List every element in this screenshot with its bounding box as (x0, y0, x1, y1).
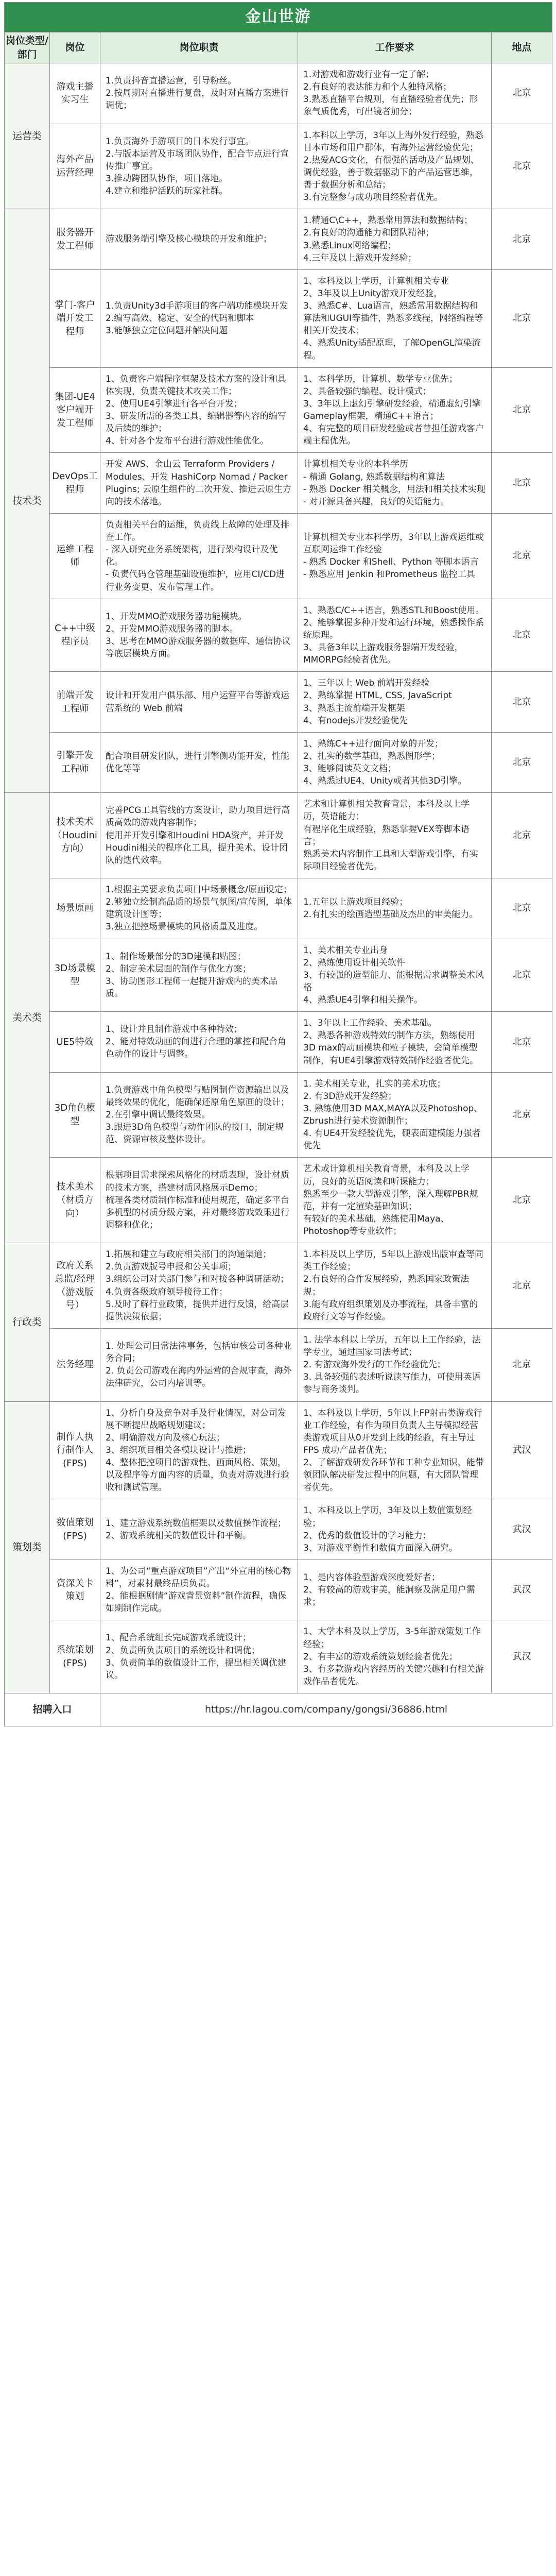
duty-line: 3、研发所需的各类工具，编辑器等内容的编写及后续的维护； (106, 411, 286, 434)
requirement-line: 熟悉至少一款大型游戏引擎，深入理解PBR规范，并有一定渲染基础知识； (303, 1189, 478, 1212)
duty-line: 2、制定美术层面的制作与优化方案； (106, 963, 251, 974)
duty-line: 4.建立和维护活跃的玩家社群。 (106, 186, 228, 197)
duty-line: 根据项目需求探索风格化的材质表现，设计材质的技术方案，搭建材质风格展示Demo； (106, 1170, 289, 1193)
requirements-cell (298, 124, 492, 209)
requirement-line: 2、了解游戏研发各环节和工种专业知识，能带领团队解决研发过程中的问题，有大团队管理者优先。 (303, 1458, 484, 1493)
requirement-line: 1、是内容体验型游戏深度爱好者； (303, 1572, 440, 1583)
requirement-line: 2、扎实的数学基础，熟悉图形学； (303, 751, 440, 761)
duty-line: 2. 负责公司游戏在海内外运营的合规审查，海外法律研究，公司内培训等。 (106, 1366, 292, 1389)
requirement-line: 4、熟悉过UE4、Unity或者其他3D引擎。 (303, 776, 467, 787)
duty-line: 3.推动跨团队协作，项目落地。 (106, 173, 228, 184)
requirement-line: 熟悉美术内容制作工具和大型游戏引擎，有实际项目经验者优先。 (303, 849, 478, 872)
location-cell: 北京 (492, 672, 552, 733)
requirements-cell (298, 1243, 492, 1329)
position-cell: 系统策划(FPS) (50, 1620, 100, 1693)
location-cell: 北京 (492, 1158, 552, 1243)
requirement-line: 2、有较高的游戏审美，能洞察及满足用户需求； (303, 1585, 475, 1608)
requirement-line: 有较好的美术基础，熟练使用Maya、Photoshop等专业软件； (303, 1213, 449, 1236)
duties-cell (100, 878, 298, 939)
duty-line: 2.在引擎中调试最终效果。 (106, 1109, 211, 1120)
requirement-line: 3、能够阅读英文文档； (303, 764, 396, 774)
location-cell: 武汉 (492, 1560, 552, 1620)
requirement-line: 3、熟悉主流前端开发框架 (303, 703, 405, 714)
duties-cell (100, 732, 298, 793)
duty-line: 1、配合系统组长完成游戏系统设计； (106, 1633, 251, 1643)
requirement-line: 2. 有3D游戏开发经验； (303, 1091, 397, 1101)
job-row (5, 1328, 552, 1401)
requirement-line: 1、本科及以上学历，计算机相关专业 (303, 276, 449, 286)
duties-cell (100, 269, 298, 367)
duty-line: 1.负责海外手游项目的日本发行事宜。 (106, 136, 254, 147)
job-row (5, 672, 552, 733)
location-cell: 北京 (492, 124, 552, 209)
duty-line: 1.根据主美要求负责项目中场景概念/原画设定； (106, 885, 292, 895)
category-cell: 技术类 (5, 209, 50, 793)
position-cell: DevOps工程师 (50, 453, 100, 514)
duties-cell (100, 63, 298, 124)
duties-cell (100, 367, 298, 453)
duty-line: 3.独立把控场景模块的风格质量及进度。 (106, 922, 263, 933)
position-cell: UE5特效 (50, 1012, 100, 1073)
duty-line: 2、负责所负责项目的系统设计和调优； (106, 1645, 260, 1656)
requirements-cell (298, 367, 492, 453)
requirements-cell (298, 1560, 492, 1620)
requirement-line: 2、3年及以上Unity游戏开发经验， (303, 288, 443, 299)
requirements-cell (298, 1620, 492, 1693)
requirements-cell (298, 1499, 492, 1560)
job-row (5, 209, 552, 270)
location-cell: 北京 (492, 1012, 552, 1073)
duty-line: 1、开发MMO游戏服务器功能模块。 (106, 611, 247, 622)
duty-line: 3、组织项目相关各模块设计与推进； (106, 1445, 251, 1455)
requirement-line: 1、本科及以上学历，3年及以上数值策划经验； (303, 1505, 472, 1529)
header-location: 地点 (492, 32, 552, 63)
position-cell: 掌门-客户端开发工程师 (50, 269, 100, 367)
job-row (5, 124, 552, 209)
duty-line: 梳理各类材质制作标准和使用规范，确定多平台多机型的材质分级方案，并对最终游戏效果进行调整和优化； (106, 1195, 289, 1230)
duty-line: - 负责代码仓管理基础设施维护，应用CI/CD进行业务变更、发布管理工作。 (106, 569, 285, 592)
requirements-cell (298, 453, 492, 514)
duty-line: 1.负责抖音直播运营，引导粉丝。 (106, 76, 237, 87)
duty-line: 2、开发MMO游戏服务器的脚本。 (106, 623, 238, 634)
requirements-cell (298, 63, 492, 124)
duties-cell (100, 1401, 298, 1499)
duty-line: 2.按周期对直播进行复盘，及时对直播方案进行调优； (106, 88, 289, 111)
duty-line: 2、使用UE4引擎进行各平台开发； (106, 398, 242, 409)
requirement-line: 2、具备较强的编程、设计模式； (303, 386, 431, 397)
header-category: 岗位类型/部门 (5, 32, 50, 63)
page-title: 金山世游 (5, 3, 552, 32)
requirement-line: 1.五年以上游戏项目经验； (303, 897, 408, 908)
category-cell: 策划类 (5, 1401, 50, 1693)
duty-line: 4.负责各级政府领导接待工作； (106, 1286, 228, 1297)
requirements-cell (298, 939, 492, 1012)
requirement-line: 1.本科以上学历，3年以上海外发行经验，熟悉日本市场和用户群体，有海外运营经验优先； (303, 130, 484, 153)
position-cell: 服务器开发工程师 (50, 209, 100, 270)
job-row (5, 1012, 552, 1073)
requirement-line: - 熟悉 Docker 和Shell、Python 等脚本语言 (303, 557, 479, 568)
requirements-cell (298, 1012, 492, 1073)
requirement-line: 2. 有游戏海外发行的工作经验优先； (303, 1360, 446, 1370)
location-cell: 北京 (492, 1243, 552, 1329)
duties-cell (100, 124, 298, 209)
position-cell: 政府关系总监/经理（游戏版号） (50, 1243, 100, 1329)
requirement-line: 3、3年以上虚幻引擎研发经验，精通虚幻引擎Gameplay框架，精通C++语言； (303, 398, 481, 421)
requirement-line: 1.对游戏和游戏行业有一定了解； (303, 70, 435, 80)
duties-cell (100, 1328, 298, 1401)
requirement-line: 计算机相关专业本科学历，3年以上游戏运维或互联网运维工作经验 (303, 532, 484, 555)
job-row (5, 1499, 552, 1560)
requirement-line: 2、能够掌握多种开发和运行环境，熟悉操作系统原理。 (303, 617, 484, 640)
location-cell: 北京 (492, 878, 552, 939)
requirement-line: 2.有良好的沟通能力和团队精神； (303, 228, 435, 239)
requirement-line: 1、本科学历，计算机、数学专业优先； (303, 374, 458, 384)
duty-line: 1、为公司“重点游戏项目”产出“外宣用的核心物料”，对素材最终品质负责。 (106, 1566, 291, 1589)
requirement-line: 3. 熟练使用3D MAX,MAYA以及Photoshop、Zbrush进行美术资源制作； (303, 1103, 483, 1126)
position-cell: 引擎开发工程师 (50, 732, 100, 793)
duties-cell (100, 939, 298, 1012)
duty-line: 2、能根据剧情“游戏背景资料”制作流程，确保如期制作完成。 (106, 1591, 287, 1614)
duty-line: 4、针对各个发布平台进行游戏性能优化。 (106, 436, 269, 447)
duty-line: 1.拓展和建立与政府相关部门的沟通渠道； (106, 1249, 272, 1260)
duty-line: 3、协助图形工程师一起提升游戏内的美术品质。 (106, 976, 277, 999)
duties-cell (100, 1158, 298, 1243)
job-row (5, 1401, 552, 1499)
location-cell: 北京 (492, 599, 552, 672)
requirement-line: 1.本科及以上学历，5年以上游戏出版审查等同类工作经验； (303, 1249, 484, 1273)
position-cell: 技术美术（Houdini方向） (50, 793, 100, 878)
requirements-cell (298, 793, 492, 878)
duty-line: 2、能对特效动画的间进行合理的掌控和配合角色动作的设计与调整。 (106, 1037, 286, 1060)
duties-cell (100, 453, 298, 514)
job-row (5, 793, 552, 878)
job-row (5, 1620, 552, 1693)
category-cell: 行政类 (5, 1243, 50, 1401)
duties-cell (100, 1620, 298, 1693)
duties-cell (100, 1560, 298, 1620)
position-cell: 游戏主播实习生 (50, 63, 100, 124)
duties-cell (100, 793, 298, 878)
job-row (5, 599, 552, 672)
requirement-line: 1.精通C\C++，熟悉常用算法和数据结构； (303, 215, 473, 226)
duty-line: 配合项目研发团队，进行引擎侧功能开发，性能优化等等 (106, 751, 289, 774)
requirement-line: - 对开源具备兴趣，良好的英语能力。 (303, 496, 449, 507)
requirement-line: - 精通 Golang, 熟悉数据结构和算法 (303, 471, 445, 482)
header-requirements: 工作要求 (298, 32, 492, 63)
duty-line: 1、设计并且制作游戏中各种特效； (106, 1024, 242, 1035)
requirement-line: 1、美术相关专业出身 (303, 945, 388, 956)
duty-line: 游戏服务端引擎及核心模块的开发和维护； (106, 234, 272, 245)
duty-line: 3.能够独立定位问题并解决问题 (106, 326, 228, 336)
recruit-entry-label: 招聘入口 (5, 1693, 100, 1726)
requirements-cell (298, 672, 492, 733)
requirement-line: 有程序化生成经验，熟悉掌握VEX等脚本语言； (303, 824, 470, 847)
position-cell: 资深关卡策划 (50, 1560, 100, 1620)
location-cell: 武汉 (492, 1499, 552, 1560)
duty-line: 1.负责游戏中角色模型与贴图制作资源输出以及最终效果的优化，能确保还原角色原画的设计； (106, 1084, 289, 1108)
requirement-line: 1、熟悉C/C++语言，熟悉STL和Boost使用。 (303, 605, 484, 616)
requirement-line: 3、熟悉C#、Lua语言，熟悉常用数据结构和算法和UGUI等插件，熟悉多线程，网络编程等相关开发技术； (303, 301, 483, 336)
job-row (5, 269, 552, 367)
position-cell: 3D场景模型 (50, 939, 100, 1012)
location-cell: 北京 (492, 209, 552, 270)
location-cell: 北京 (492, 732, 552, 793)
duty-line: 3.跟进3D角色模型与动作团队的接口，制定规范、资源审核及整体设计。 (106, 1122, 284, 1145)
requirement-line: 1、三年以上 Web 前端开发经验 (303, 678, 430, 689)
job-row (5, 939, 552, 1012)
position-cell: 前端开发工程师 (50, 672, 100, 733)
duty-line: 1、制作场景部分的3D建模和贴图； (106, 951, 246, 962)
job-row (5, 1243, 552, 1329)
requirements-cell (298, 1328, 492, 1401)
category-cell: 美术类 (5, 793, 50, 1243)
duties-cell (100, 209, 298, 270)
job-row (5, 367, 552, 453)
duty-line: 完善PCG工具管线的方案设计，助力项目进行高质高效的游戏内容制作； (106, 805, 290, 828)
requirement-line: 1. 美术相关专业，扎实的美术功底； (303, 1078, 446, 1089)
requirement-line: 2.有扎实的绘画造型基础及杰出的审美能力。 (303, 909, 478, 920)
position-cell: 3D角色模型 (50, 1072, 100, 1158)
duty-line: 3.组织公司对关部门参与和对接各种调研活动； (106, 1274, 289, 1285)
requirement-line: 1、熟练C++进行面向对象的开发； (303, 738, 444, 749)
duty-line: 5.及时了解行业政策，提供并进行反馈，给高层提供决策依据； (106, 1299, 289, 1322)
location-cell: 北京 (492, 793, 552, 878)
duty-line: 3、负责简单的数值设计工作，提出相关调优建议。 (106, 1657, 286, 1681)
header-duties: 岗位职责 (100, 32, 298, 63)
requirement-line: 2.有良好的合作发展经验，熟悉国家政策法规； (303, 1274, 470, 1297)
duty-line: 2、明确游戏方向及核心玩法； (106, 1432, 225, 1443)
requirement-line: 3. 具备较强的表述听说读写能力，可使用英语参与商务谈判。 (303, 1372, 481, 1395)
duty-line: 2.够独立绘制高品质的场景气氛图/宣传图，单体建筑设计图等； (106, 897, 292, 920)
duty-line: 4、整体把控项目的游戏性、画面风格、策划，以及程序等方面内容的质量，负责对游戏进行验收和测试管理。 (106, 1458, 289, 1493)
location-cell: 北京 (492, 453, 552, 514)
duty-line: 开发 AWS、金山云 Terraform Providers / Modules、开发 HashiCorp Nomad / Packer Plugins; 云原生组件的二次开发、推进云原生方向的技术落地。 (106, 459, 292, 507)
position-cell: 运维工程师 (50, 513, 100, 599)
recruit-entry-link[interactable]: https://hr.lagou.com/company/gongsi/36886.html (100, 1693, 552, 1726)
location-cell: 北京 (492, 367, 552, 453)
requirement-line: 3、有多款游戏内容经历的关键兴趣和有相关游戏作品者优先。 (303, 1664, 484, 1687)
requirement-line: 3、具备3年以上游戏服务器端开发经验，MMORPG经验者优先。 (303, 642, 463, 666)
requirement-line: 3.能有政府组织策划及办事流程，具备丰富的政府行文等写作经验。 (303, 1299, 478, 1322)
location-cell: 北京 (492, 269, 552, 367)
requirement-line: 4、熟悉UE4引擎和相关操作。 (303, 995, 423, 1005)
duties-cell (100, 1499, 298, 1560)
requirements-cell (298, 878, 492, 939)
duties-cell (100, 1243, 298, 1329)
duty-line: - 深入研究业务系统架构，进行架构设计及优化。 (106, 545, 278, 568)
requirement-line: 4、有完整的项目研发经验或者曾担任游戏客户端主程优先。 (303, 423, 484, 447)
job-row (5, 1072, 552, 1158)
jobs-table (4, 2, 552, 1726)
requirement-line: 1、大学本科及以上学历，3-5年游戏策划工作经验； (303, 1626, 481, 1650)
position-cell: 数值策划(FPS) (50, 1499, 100, 1560)
job-list (5, 63, 552, 1693)
requirement-line: 2、熟悉各种游戏特效的制作方法，熟练使用3D max的动画模块和粒子模块，会简单模型制作，有UE4引擎游戏特效制作经验者优先。 (303, 1030, 478, 1066)
location-cell: 武汉 (492, 1620, 552, 1693)
requirements-cell (298, 513, 492, 599)
location-cell: 北京 (492, 1072, 552, 1158)
category-cell: 运营类 (5, 63, 50, 209)
duties-cell (100, 599, 298, 672)
duty-line: 负责相关平台的运维，负责线上故障的处理及排查工作。 (106, 519, 289, 543)
requirements-cell (298, 1158, 492, 1243)
duty-line: 2.编写高效、稳定、安全的代码和脚本 (106, 313, 254, 324)
duty-line: 3、思考在MMO游戏服务器的数据库、通信协议等底层模块方面。 (106, 636, 291, 659)
duties-cell (100, 513, 298, 599)
duty-line: 设计和开发用户俱乐部、用户运营平台等游戏运营系统的 Web 前端 (106, 690, 289, 714)
location-cell: 北京 (492, 939, 552, 1012)
requirement-line: 2.热爱ACG文化，有很强的活动及产品规划、调优经验，善于数据驱动下的产品运营思维，善于数据分析和总结； (303, 155, 479, 190)
position-cell: 制作人执行制作人(FPS) (50, 1401, 100, 1499)
requirement-line: 1、本科及以上学历，5年以上FP射击类游戏行业工作经验，有作为项目负责人主导模拟经营类游戏项目从0开发到上线的经验，有主导过 FPS 成功产品者优先； (303, 1408, 482, 1455)
position-cell: 法务经理 (50, 1328, 100, 1401)
duties-cell (100, 672, 298, 733)
requirement-line: 1. 法学本科以上学历，五年以上工作经验，法学专业，通过国家司法考试； (303, 1334, 481, 1358)
requirements-cell (298, 1401, 492, 1499)
requirement-line: - 熟悉应用 Jenkin 和Prometheus 监控工具 (303, 569, 475, 580)
duties-cell (100, 1012, 298, 1073)
header-row (5, 32, 552, 63)
requirements-cell (298, 1072, 492, 1158)
location-cell: 北京 (492, 63, 552, 124)
duties-cell (100, 1072, 298, 1158)
duty-line: 1. 处理公司日常法律事务，包括审核公司各种业务合同； (106, 1341, 292, 1364)
requirements-cell (298, 599, 492, 672)
duty-line: 1、建立游戏系统数值框架以及数值操作流程； (106, 1518, 286, 1529)
job-row (5, 732, 552, 793)
requirement-line: - 熟悉 Docker 相关概念，用法和相关技术实现 (303, 484, 485, 495)
location-cell: 北京 (492, 513, 552, 599)
job-row (5, 63, 552, 124)
requirement-line: 1、3年以上工作经验、美术基础。 (303, 1018, 437, 1029)
requirement-line: 4、有nodejs开发经验优先 (303, 715, 408, 726)
requirement-line: 4.三年及以上游戏开发经验； (303, 252, 417, 263)
duty-line: 1、分析自身及竞争对手及行业情况，对公司发展不断提出战略规划建议； (106, 1408, 286, 1431)
requirement-line: 3、有较强的造型能力、能根据需求调整美术风格 (303, 970, 484, 993)
position-cell: C++中级程序员 (50, 599, 100, 672)
requirements-cell (298, 732, 492, 793)
requirement-line: 艺术和计算机相关教育背景，本科及以上学历，英语能力； (303, 799, 470, 822)
location-cell: 武汉 (492, 1401, 552, 1499)
requirement-line: 2、熟练使用设计相关软件 (303, 957, 405, 968)
duty-line: 2.负责游戏版号申报和公关事项； (106, 1262, 237, 1273)
requirement-line: 2、有丰富的游戏系统策划经验者优先； (303, 1651, 458, 1662)
requirement-line: 2、优秀的数值设计的学习能力； (303, 1530, 431, 1541)
requirement-line: 3.熟悉Linux网络编程； (303, 240, 397, 251)
job-row (5, 878, 552, 939)
job-row (5, 1560, 552, 1620)
requirement-line: 4、熟悉Unity适配原理，了解OpenGL渲染流程。 (303, 338, 481, 361)
requirement-line: 艺术或计算机相关教育背景，本科及以上学历，良好的英语阅读和听课能力； (303, 1164, 470, 1187)
position-cell: 海外产品运营经理 (50, 124, 100, 209)
job-row (5, 1158, 552, 1243)
requirement-line: 计算机相关专业的本科学历 (303, 459, 408, 470)
position-cell: 技术美术（材质方向） (50, 1158, 100, 1243)
position-cell: 集团-UE4客户端开发工程师 (50, 367, 100, 453)
job-row (5, 453, 552, 514)
duty-line: 1.负责Unity3d手游项目的客户端功能模块开发 (106, 301, 288, 311)
requirements-cell (298, 209, 492, 270)
duty-line: 2.与版本运营及市场团队协作，配合节点进行宣传推广事宜。 (106, 148, 289, 172)
requirement-line: 3、对游戏平衡性和数值方面深入研究。 (303, 1543, 458, 1553)
requirement-line: 3.熟悉直播平台规则，有直播经验者优先；形象气质优秀，可出镜者加分； (303, 94, 478, 117)
job-row (5, 513, 552, 599)
requirement-line: 3.有完整参与成功项目经验者优先。 (303, 192, 443, 203)
footer-row (5, 1693, 552, 1726)
duty-line: 2、游戏系统相关的数值设计和平衡。 (106, 1530, 251, 1541)
duty-line: 使用并开发引擎和Houdini HDA资产，并开发Houdini相关的程序化工具，提升美术、设计团队的迭代效率。 (106, 830, 288, 866)
requirements-cell (298, 269, 492, 367)
requirement-line: 4. 有UE4开发经验优先，硬表面建模能力强者优先 (303, 1128, 481, 1151)
position-cell: 场景原画 (50, 878, 100, 939)
requirement-line: 2.有良好的表达能力和个人独特风格； (303, 82, 452, 93)
location-cell: 北京 (492, 1328, 552, 1401)
duty-line: 1、负责客户端程序框架及技术方案的设计和具体实现，负责关键技术攻关工作； (106, 374, 286, 397)
requirement-line: 2、熟练掌握 HTML, CSS, JavaScript (303, 690, 452, 701)
header-position: 岗位 (50, 32, 100, 63)
